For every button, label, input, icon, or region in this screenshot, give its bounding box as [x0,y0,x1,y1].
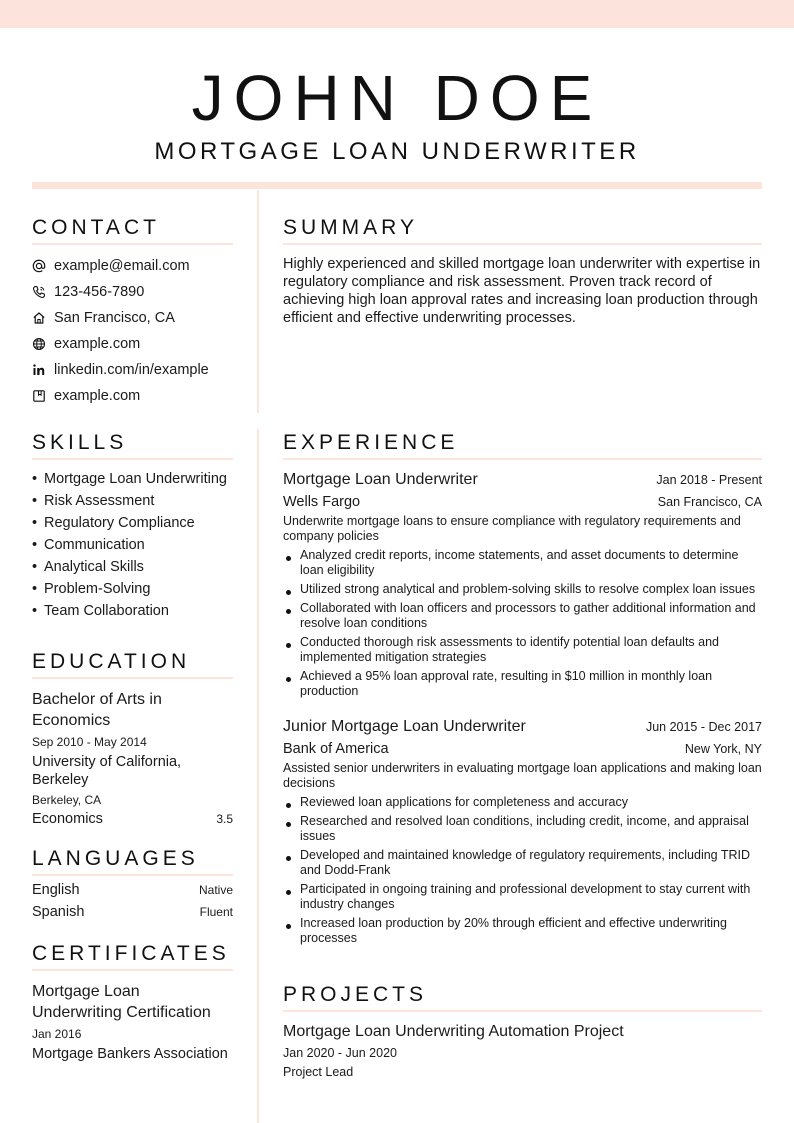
education-degree: Bachelor of Arts in Economics [32,691,162,729]
language-item [32,882,233,904]
certificates-heading: CERTIFICATES [32,942,230,965]
job-bullet: Conducted thorough risk assessments to identify potential loan defaults and implemented mitigation strategies [283,635,762,665]
section-rule [283,458,762,460]
contact-list [32,253,233,409]
job-description: Underwrite mortgage loans to ensure compliance with regulatory requirements and company policies [283,514,741,543]
contact-location [32,305,233,331]
job-bullet: Increased loan production by 20% through efficient and effective underwriting processes [283,916,762,946]
skill-item: • Team Collaboration [32,602,233,620]
education-section [32,650,233,827]
job-bullet: Participated in ongoing training and professional development to stay current with industry changes [283,882,762,912]
certificate-name: Mortgage Loan Underwriting Certification [32,983,211,1021]
linkedin-icon [32,363,46,377]
globe-icon [32,337,46,351]
education-heading: EDUCATION [32,650,191,673]
projects-heading: PROJECTS [283,983,428,1006]
education-school: University of California, Berkeley [32,754,182,788]
skills-section [32,431,233,624]
job-entry [283,470,762,699]
candidate-name: JOHN DOE [191,62,603,134]
certificate-issuer: Mortgage Bankers Association [32,1046,228,1062]
contact-location-text: San Francisco, CA [54,310,175,326]
experience-heading: EXPERIENCE [283,431,459,454]
contact-phone[interactable] [32,279,233,305]
project-role: Project Lead [283,1065,354,1079]
job-role: Junior Mortgage Loan Underwriter [283,718,526,735]
education-gpa: 3.5 [216,812,233,826]
section-rule [32,969,233,971]
portfolio-icon [32,389,46,403]
summary-section [283,216,762,327]
contact-linkedin[interactable] [32,357,233,383]
header-divider [32,182,762,189]
skill-item: • Regulatory Compliance [32,514,233,532]
column-divider-bottom [257,429,259,1123]
section-rule [283,1010,762,1012]
job-company: Wells Fargo [283,494,361,510]
section-rule [32,677,233,679]
languages-list [32,882,233,926]
education-field: Economics [32,811,103,827]
job-location: New York, NY [684,742,762,756]
job-header [283,470,762,490]
job-bullet: Researched and resolved loan conditions, including credit, income, and appraisal issues [283,814,762,844]
contact-email-text: example@email.com [54,258,190,274]
language-item [32,904,233,926]
skill-item: • Risk Assessment [32,492,233,510]
job-company: Bank of America [283,741,389,757]
projects-section [283,983,762,1080]
contact-email[interactable] [32,253,233,279]
summary-heading: SUMMARY [283,216,418,239]
job-subheader [283,493,762,511]
section-rule [32,458,233,460]
skills-list [32,470,233,620]
education-field-row [32,811,233,827]
job-description: Assisted senior underwriters in evaluating mortgage loan applications and making loan decisions [283,761,762,790]
column-divider-top [257,190,259,413]
job-bullet: Achieved a 95% loan approval rate, resulting in $10 million in monthly loan production [283,669,762,699]
contact-website-text: example.com [54,336,141,352]
job-bullet: Utilized strong analytical and problem-solving skills to resolve complex loan issues [283,582,762,597]
contact-website[interactable] [32,331,233,357]
language-name: English [32,882,80,898]
skill-item: • Mortgage Loan Underwriting [32,470,233,488]
skill-item: • Analytical Skills [32,558,233,576]
contact-linkedin-text: linkedin.com/in/example [54,362,209,378]
contact-portfolio[interactable] [32,383,233,409]
job-bullets [283,795,762,946]
language-level: Native [198,883,233,897]
job-header [283,717,762,737]
section-rule [32,874,233,876]
job-subheader [283,740,762,758]
job-bullet: Collaborated with loan officers and processors to gather additional information and resolve loan conditions [283,601,762,631]
languages-heading: LANGUAGES [32,847,199,870]
job-role: Mortgage Loan Underwriter [283,471,478,488]
languages-section [32,847,233,926]
job-dates: Jun 2015 - Dec 2017 [645,720,762,734]
certificate-date: Jan 2016 [32,1027,82,1041]
top-accent-bar [0,0,794,28]
contact-portfolio-text: example.com [54,388,141,404]
language-name: Spanish [32,904,85,920]
skills-heading: SKILLS [32,431,128,454]
job-entry [283,717,762,946]
skill-item: • Communication [32,536,233,554]
phone-icon [32,285,46,299]
skill-item: • Problem-Solving [32,580,233,598]
section-rule [283,243,762,245]
contact-heading: CONTACT [32,216,160,239]
at-icon [32,259,46,273]
job-bullet: Analyzed credit reports, income statements, and asset documents to determine loan eligibility [283,548,762,578]
contact-phone-text: 123-456-7890 [54,284,145,300]
job-dates: Jan 2018 - Present [656,473,762,487]
education-location: Berkeley, CA [32,793,102,807]
certificates-section [32,942,233,1063]
section-rule [32,243,233,245]
job-bullet: Reviewed loan applications for completeness and accuracy [283,795,762,810]
job-bullet: Developed and maintained knowledge of regulatory requirements, including TRID and Dodd-Frank [283,848,762,878]
job-bullets [283,548,762,699]
language-level: Fluent [199,905,233,919]
candidate-title: MORTGAGE LOAN UNDERWRITER [154,138,640,165]
home-icon [32,311,46,325]
project-dates: Jan 2020 - Jun 2020 [283,1046,397,1060]
project-name: Mortgage Loan Underwriting Automation Project [283,1023,624,1040]
experience-section [283,431,762,946]
education-dates: Sep 2010 - May 2014 [32,735,147,749]
job-location: San Francisco, CA [657,495,762,509]
contact-section [32,216,233,409]
summary-text: Highly experienced and skilled mortgage loan underwriter with expertise in regulatory compliance and risk assessment. Proven track record of achieving high loan approval rates and increasing loan production through efficient and effective underwriting processes. [283,256,761,326]
